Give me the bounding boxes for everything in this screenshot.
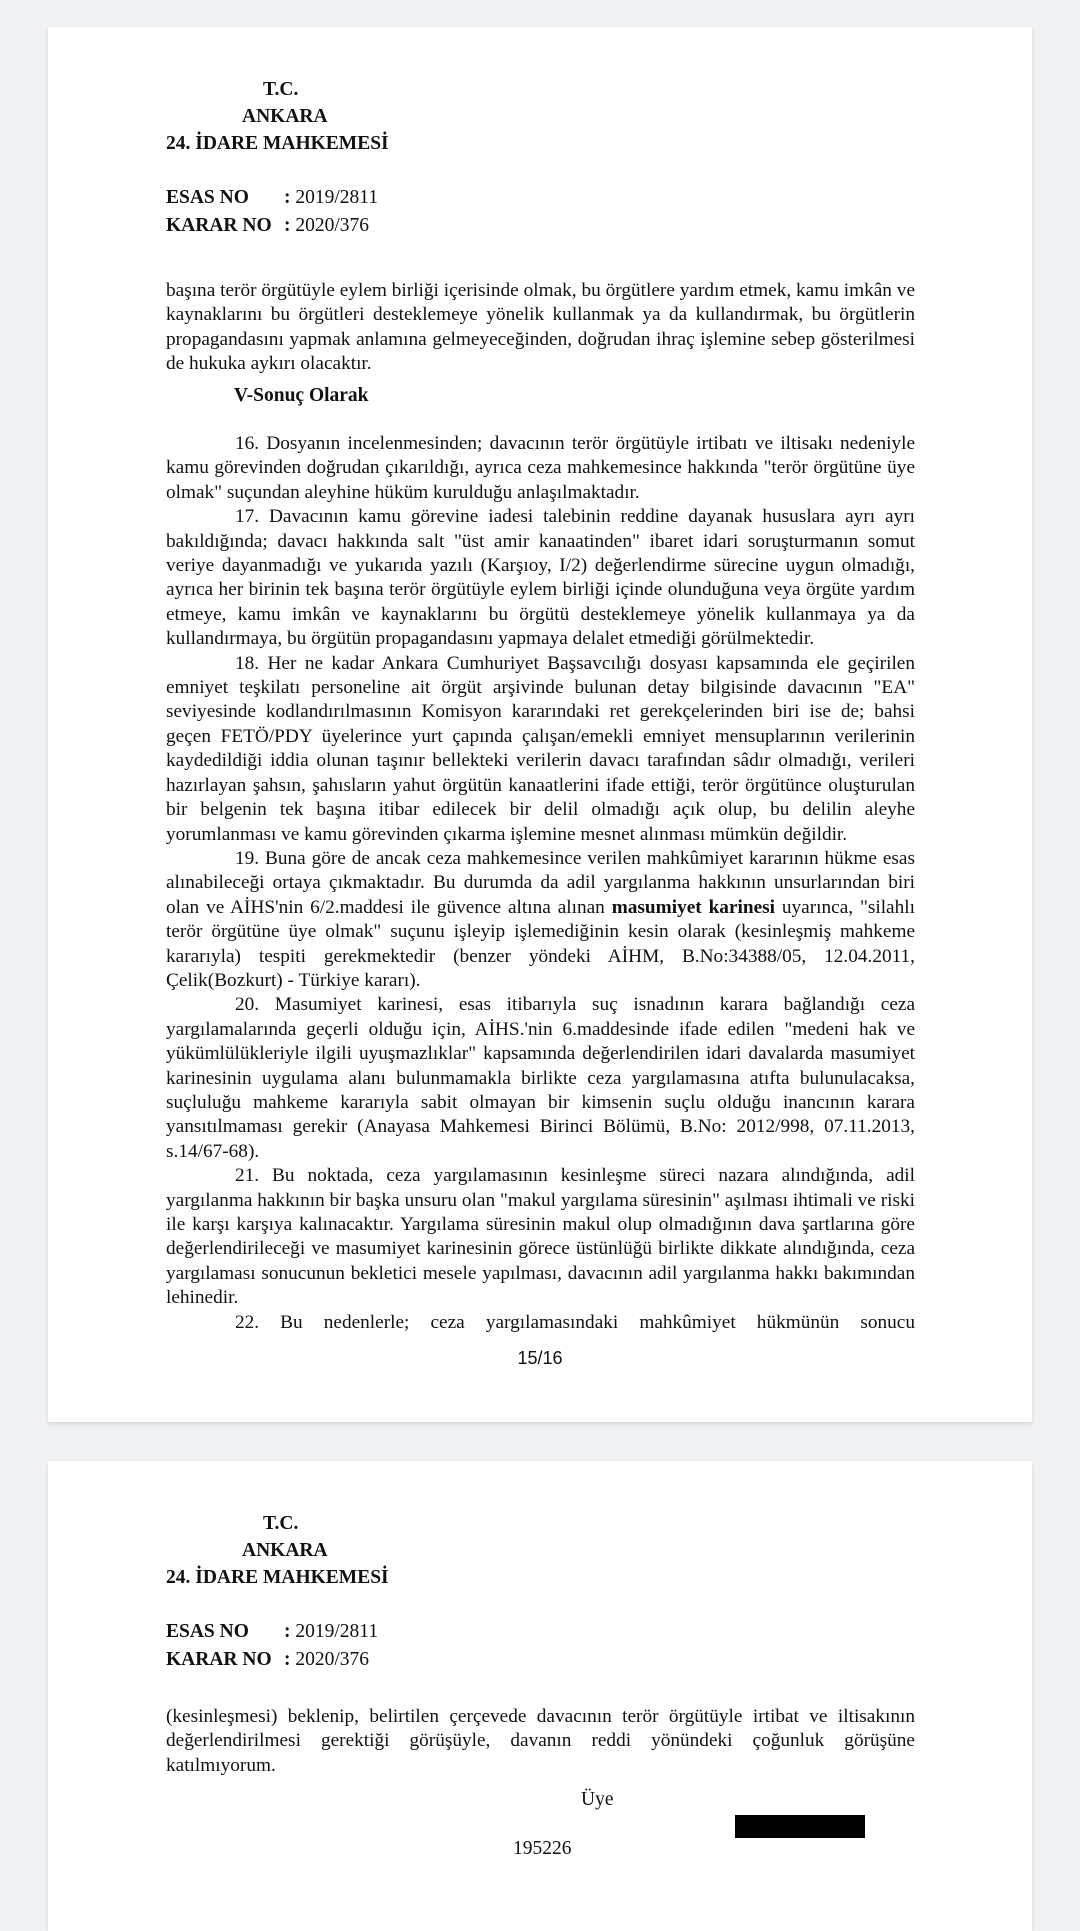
header-court-name: 24. İDARE MAHKEMESİ: [166, 1567, 389, 1588]
signature-number: 195226: [513, 1838, 572, 1859]
header-tc: T.C.: [263, 1513, 299, 1534]
karar-no-label: KARAR NO: [166, 1649, 272, 1670]
karar-no-value: 2020/376: [295, 215, 370, 236]
paragraph-intro: başına terör örgütüyle eylem birliği içerisinde olmak, bu örgütlere yardım etmek, kamu imkân ve kaynaklarını bu örgütleri desteklemeye yönelik kullanmak ya da kullandırmak, bu örgütlerin propagandasını yapmak anlamına gelmeyeceğinden, doğrudan ihraç işlemine sebep gösterilmesi de hukuka aykırı olacaktır.: [166, 280, 915, 375]
esas-no-value: 2019/2811: [295, 187, 379, 208]
karar-no-row: [166, 1646, 369, 1674]
header-city: ANKARA: [242, 106, 328, 127]
karar-no-value: 2020/376: [295, 1649, 370, 1670]
intro-paragraph: [166, 279, 915, 377]
karar-no-label: KARAR NO: [166, 215, 272, 236]
paragraph-22: 22. Bu nedenlerle; ceza yargılamasındaki mahkûmiyet hükmünün sonucu: [235, 1311, 915, 1333]
paragraph-16: 16. Dosyanın incelenmesinden; davacının terör örgütüyle irtibatı ve iltisakı nedeniyle kamu görevinden doğrudan çıkarıldığı, ayrıca ceza mahkemesince hakkında "terör örgütüne üye olmak" suçundan aleyhine hüküm kurulduğu anlaşılmaktadır.: [166, 433, 915, 503]
numbered-paragraphs: [166, 432, 915, 1335]
document-page-16: [48, 1461, 1032, 1931]
paragraph-17: 17. Davacının kamu görevine iadesi talebinin reddine dayanak hususlara ayrı ayrı bakıldığında; davacı hakkında salt "üst amir kanaatinden" ibaret idari soruşturmanın somut veriye dayanmadığı ve yukarıda yazılı (Karşıoy, I/2) değerlendirme sürecine uygun olmadığı, ayrıca her birinin tek başına terör örgütüyle eylem birliği içinde olunduğuna veya örgüte yardım etmeye, kamu imkân ve kaynaklarını bu örgütü desteklemeye yönelik kullanmaya ya da kullandırmaya, bu örgütün propagandasını yapmaya delalet etmediği görülmektedir.: [166, 506, 915, 650]
header-tc: T.C.: [263, 79, 299, 100]
paragraph-21: 21. Bu noktada, ceza yargılamasının kesinleşme süreci nazara alındığında, adil yargılanma hakkının bir başka unsuru olan "makul yargılama süresinin" aşılması ihtimali ve riski ile karşı karşıya kalınacaktır. Yargılama süresinin makul olup olmadığının dava şartlarına göre değerlendirileceği ve masumiyet karinesinin görece üstünlüğü birlikte dikkate alındığında, ceza yargılaması sonucunun bekletici mesele yapılması, davacının adil yargılanma hakkı bakımından lehinedir.: [166, 1165, 915, 1309]
redacted-signature: [735, 1815, 865, 1838]
karar-no-colon: :: [284, 215, 291, 236]
esas-no-label: ESAS NO: [166, 187, 249, 208]
paragraph-18: 18. Her ne kadar Ankara Cumhuriyet Başsavcılığı dosyası kapsamında ele geçirilen emniyet teşkilatı personeline ait örgüt arşivinde bulunan detay bilgisinde davacının "EA" seviyesinde kodlandırılmasının Komisyon kararındaki ret gerekçelerinden biri ise de; bahsi geçen FETÖ/PDY üyelerince yurt çapında çalışan/emekli emniyet mensuplarının verilerinin kaydedildiği iddia olunan taşınır bellekteki verilerin davacı tarafından sâdır olmadığı, verileri hazırlayan şahsın, şahısların yahut örgütün kanaatlerini ifade ettiği, terör örgütünce oluşturulan bir belgenin tek başına itibar edilecek bir delil olmadığı açık olup, bu delilin aleyhe yorumlanması ve kamu görevinden çıkarma işlemine mesnet alınması mümkün değildir.: [166, 652, 915, 845]
document-page-15: [48, 27, 1032, 1422]
page-number: 15/16: [517, 1348, 563, 1368]
paragraph-20: 20. Masumiyet karinesi, esas itibarıyla suç isnadının karara bağlandığı ceza yargılamalarında geçerli olduğu için, AİHS.'nin 6.maddesinde ifade edilen "medeni hak ve yükümlülükleriyle ilgili uyuşmazlıklar" kapsamında değerlendirilen idari davalarda masumiyet karinesinin uygulama alanı bulunmamakla birlikte ceza yargılamasına atıfta bulunulacaksa, suçluluğu mahkeme kararıyla sabit olmayan bir kimsenin suçlu olduğu inancının karara yansıtılmaması gerekir (Anayasa Mahkemesi Birinci Bölümü, B.No: 2012/998, 07.11.2013, s.14/67-68).: [166, 994, 915, 1162]
esas-no-row: [166, 1618, 378, 1646]
paragraph-dissent: (kesinleşmesi) beklenip, belirtilen çerçevede davacının terör örgütüyle irtibat ve iltisakının değerlendirilmesi gerektiği görüşüyle, davanın reddi yönündeki çoğunluk görüşüne katılmıyorum.: [166, 1706, 915, 1776]
section-title: V-Sonuç Olarak: [234, 385, 369, 406]
paragraph-19-end: uyarınca, "silahlı terör örgütüne üye olmak" suçunu işleyip işlemediğinin kesin olarak (kesinleşmiş mahkeme kararıyla) tespiti gerekmektedir (benzer yöndeki AİHM, B.No:34388/05, 12.04.2011, Çelik(Bozkurt) - Türkiye kararı).: [166, 896, 915, 991]
dissent-paragraph: [166, 1705, 915, 1778]
esas-no-row: [166, 184, 378, 212]
header-court-name: 24. İDARE MAHKEMESİ: [166, 133, 389, 154]
karar-no-row: [166, 212, 369, 240]
paragraph-19-start: 19. Buna göre de ancak ceza mahkemesince verilen mahkûmiyet kararının hükme esas alınabileceği ortaya çıkmaktadır. Bu durumda da adil yargılanma hakkının unsurlarından biri olan ve AİHS'nin 6/2.maddesi ile güvence altına alınan: [166, 847, 915, 918]
esas-no-colon: :: [284, 187, 291, 208]
esas-no-value: 2019/2811: [295, 1621, 379, 1642]
signature-title: Üye: [581, 1789, 614, 1810]
paragraph-19-bold: masumiyet karinesi: [611, 896, 775, 918]
header-city: ANKARA: [242, 1540, 328, 1561]
karar-no-colon: :: [284, 1649, 291, 1670]
esas-no-label: ESAS NO: [166, 1621, 249, 1642]
esas-no-colon: :: [284, 1621, 291, 1642]
paragraph-19: [166, 847, 915, 993]
